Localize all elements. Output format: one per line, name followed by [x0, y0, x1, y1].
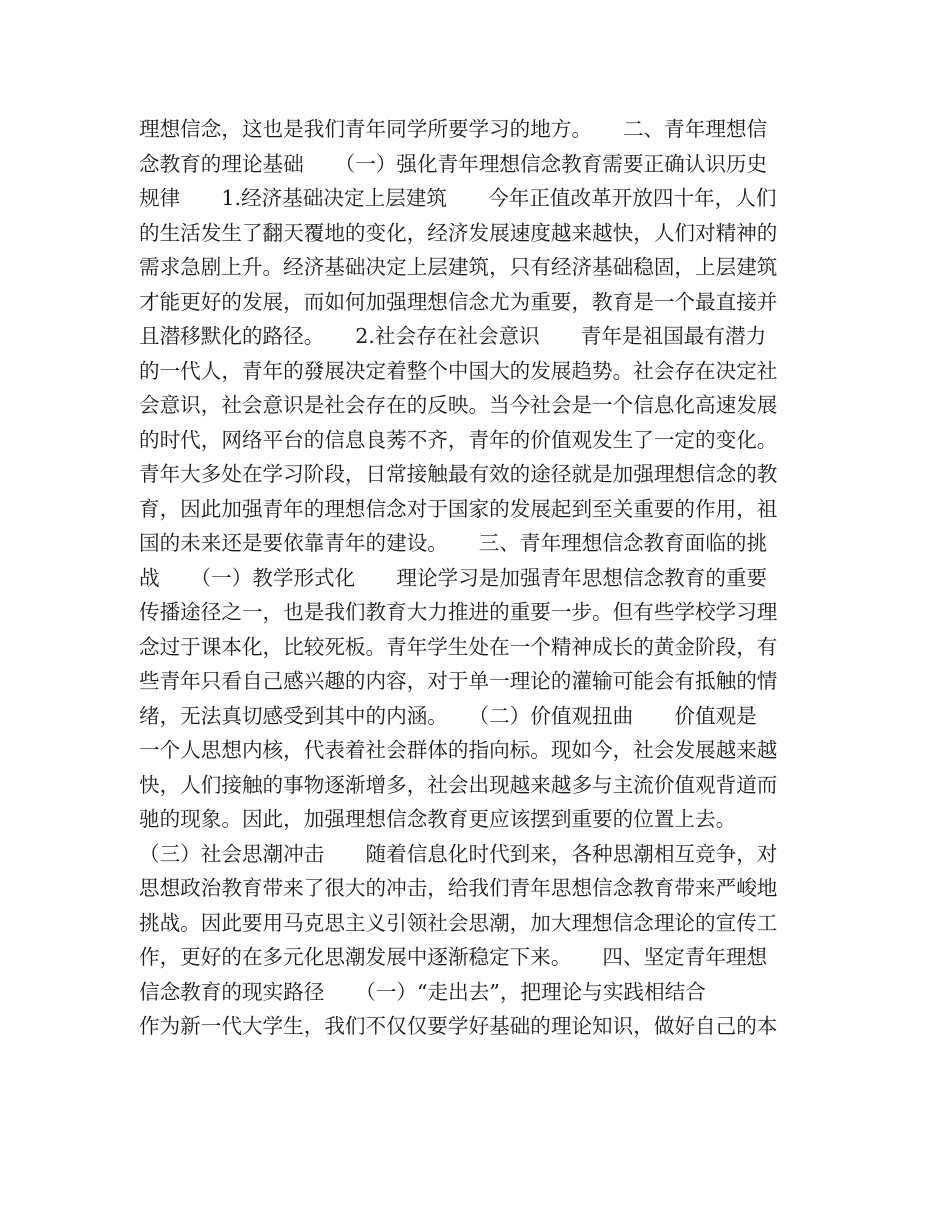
- text-line: 绪，无法真切感受到其中的内涵。 （二）价值观扭曲 价值观是: [139, 703, 757, 728]
- text-line: 的一代人，青年的發展决定着整个中国大的发展趋势。社会存在决定社: [139, 358, 778, 383]
- text-line: 驰的现象。因此，加强理想信念教育更应该摆到重要的位置上去。: [139, 807, 737, 831]
- text-line: 念教育的理论基础 （一）强化青年理想信念教育需要正确认识历史: [139, 151, 768, 176]
- text-line: （三）社会思潮冲击 随着信息化时代到来，各种思潮相互竞争，对: [139, 841, 778, 866]
- text-line: 一个人思想内核，代表着社会群体的指向标。现如今，社会发展越来越: [139, 738, 778, 762]
- text-line: 国的未来还是要依靠青年的建设。 三、青年理想信念教育面临的挑: [139, 531, 768, 555]
- text-line: 才能更好的发展，而如何加强理想信念尤为重要，教育是一个最直接并: [139, 289, 778, 314]
- text-line: 念过于课本化，比较死板。青年学生处在一个精神成长的黄金阶段，有: [139, 634, 778, 659]
- text-line: 的时代，网络平台的信息良莠不齐，青年的价值观发生了一定的变化。: [139, 427, 778, 452]
- text-line: 作，更好的在多元化思潮发展中逐渐稳定下来。 四、坚定青年理想: [139, 945, 768, 969]
- text-line: 理想信念，这也是我们青年同学所要学习的地方。 二、青年理想信: [139, 117, 768, 141]
- text-line: 思想政治教育带来了很大的冲击，给我们青年思想信念教育带来严峻地: [139, 876, 778, 900]
- text-line: 战 （一）教学形式化 理论学习是加强青年思想信念教育的重要: [139, 565, 768, 590]
- text-line: 育，因此加强青年的理想信念对于国家的发展起到至关重要的作用，祖: [139, 496, 778, 521]
- text-line: 作为新一代大学生，我们不仅仅要学好基础的理论知识，做好自己的本: [139, 1014, 778, 1038]
- body-text: [139, 112, 819, 1044]
- text-line: 信念教育的现实路径 （一）“走出去”，把理论与实践相结合: [139, 979, 706, 1004]
- text-line: 挑战。因此要用马克思主义引领社会思潮，加大理想信念理论的宣传工: [139, 910, 778, 935]
- text-line: 需求急剧上升。经济基础决定上层建筑，只有经济基础稳固，上层建筑: [139, 255, 778, 279]
- text-line: 些青年只看自己感兴趣的内容，对于单一理论的灌输可能会有抵触的情: [139, 669, 778, 693]
- text-line: 青年大多处在学习阶段，日常接触最有效的途径就是加强理想信念的教: [139, 462, 778, 486]
- text-line: 且潜移默化的路径。 2.社会存在社会意识 青年是祖国最有潜力: [139, 324, 767, 348]
- text-line: 传播途径之一，也是我们教育大力推进的重要一步。但有些学校学习理: [139, 600, 778, 624]
- text-line: 的生活发生了翻天覆地的变化，经济发展速度越来越快，人们对精神的: [139, 220, 778, 245]
- text-line: 快，人们接触的事物逐渐增多，社会出现越来越多与主流价值观背道而: [139, 772, 778, 797]
- text-line: 会意识，社会意识是社会存在的反映。当今社会是一个信息化高速发展: [139, 393, 778, 417]
- text-line: 规律 1.经济基础决定上层建筑 今年正值改革开放四十年，人们: [139, 186, 777, 210]
